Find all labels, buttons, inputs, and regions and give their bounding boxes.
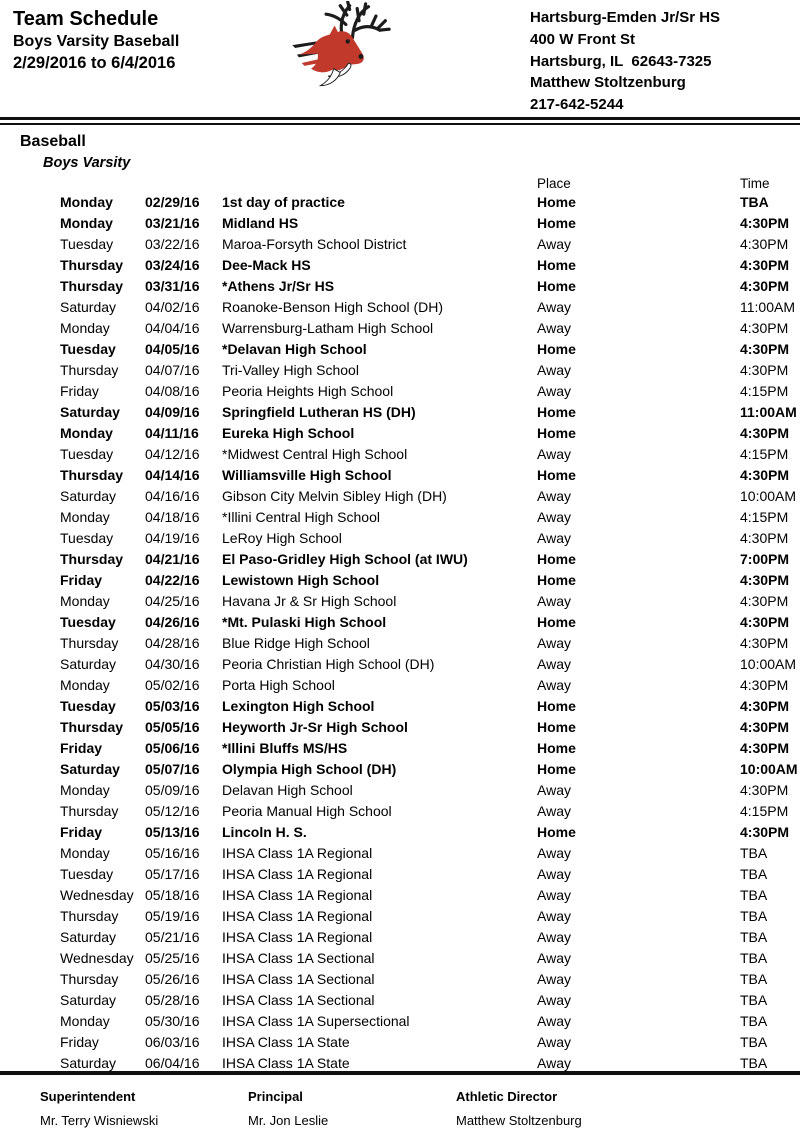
opp-cell: *Athens Jr/Sr HS	[222, 278, 335, 294]
schedule-row	[0, 381, 800, 402]
opp-cell: *Illini Central High School	[222, 509, 380, 525]
school-city: Hartsburg, IL 62643-7325	[530, 52, 712, 70]
day-cell: Thursday	[60, 278, 124, 294]
page-title: Team Schedule	[13, 8, 159, 30]
contact-phone: 217-642-5244	[530, 96, 624, 114]
place-cell: Away	[537, 992, 571, 1008]
day-cell: Wednesday	[60, 950, 134, 966]
schedule-row	[0, 675, 800, 696]
opp-cell: Lexington High School	[222, 698, 375, 714]
role-name: Matthew Stoltzenburg	[456, 1113, 582, 1128]
time-cell: 11:00AM	[740, 299, 795, 315]
opp-cell: LeRoy High School	[222, 530, 342, 546]
place-cell: Home	[537, 572, 576, 588]
opp-cell: IHSA Class 1A Regional	[222, 845, 373, 861]
time-cell: 4:15PM	[740, 803, 789, 819]
date-cell: 05/18/16	[145, 887, 200, 903]
time-cell: 4:30PM	[740, 341, 790, 357]
place-cell: Away	[537, 971, 571, 987]
schedule-row	[0, 885, 800, 906]
place-cell: Away	[537, 845, 571, 861]
place-cell: Away	[537, 866, 571, 882]
school-name: Hartsburg-Emden Jr/Sr HS	[530, 9, 721, 26]
date-cell: 04/21/16	[145, 551, 200, 567]
time-cell: TBA	[740, 887, 768, 903]
time-cell: 4:30PM	[740, 677, 789, 693]
date-cell: 05/02/16	[145, 677, 200, 693]
schedule-row	[0, 906, 800, 927]
place-cell: Home	[537, 215, 576, 231]
opp-cell: Havana Jr & Sr High School	[222, 593, 397, 609]
day-cell: Thursday	[60, 467, 124, 483]
date-cell: 06/04/16	[145, 1055, 200, 1071]
time-cell: 4:30PM	[740, 719, 790, 735]
opp-cell: Springfield Lutheran HS (DH)	[222, 404, 416, 420]
opp-cell: Heyworth Jr-Sr High School	[222, 719, 408, 735]
day-cell: Monday	[60, 1013, 110, 1029]
place-cell: Home	[537, 467, 576, 483]
time-cell: 4:30PM	[740, 698, 790, 714]
date-cell: 04/02/16	[145, 299, 200, 315]
day-cell: Tuesday	[60, 698, 116, 714]
schedule-row	[0, 528, 800, 549]
date-cell: 04/05/16	[145, 341, 200, 357]
time-cell: 11:00AM	[740, 404, 797, 420]
day-cell: Friday	[60, 740, 103, 756]
place-cell: Home	[537, 698, 576, 714]
day-cell: Friday	[60, 1034, 99, 1050]
header-divider	[0, 117, 800, 125]
date-cell: 05/06/16	[145, 740, 200, 756]
time-cell: 7:00PM	[740, 551, 790, 567]
day-cell: Monday	[60, 194, 113, 210]
time-cell: TBA	[740, 992, 768, 1008]
time-cell: TBA	[740, 1055, 768, 1071]
opp-cell: Lincoln H. S.	[222, 824, 307, 840]
day-cell: Thursday	[60, 803, 119, 819]
day-cell: Saturday	[60, 761, 120, 777]
opp-cell: *Midwest Central High School	[222, 446, 408, 462]
day-cell: Friday	[60, 572, 103, 588]
opp-cell: 1st day of practice	[222, 194, 345, 210]
day-cell: Thursday	[60, 257, 124, 273]
date-cell: 03/21/16	[145, 215, 200, 231]
schedule-row	[0, 759, 800, 780]
date-cell: 05/16/16	[145, 845, 200, 861]
time-cell: 4:30PM	[740, 572, 790, 588]
date-cell: 03/31/16	[145, 278, 200, 294]
day-cell: Monday	[60, 782, 110, 798]
school-street: 400 W Front St	[530, 30, 636, 48]
day-cell: Thursday	[60, 551, 124, 567]
time-cell: 4:30PM	[740, 425, 790, 441]
place-cell: Away	[537, 299, 571, 315]
role-title: Superintendent	[40, 1089, 136, 1104]
time-cell: 4:15PM	[740, 383, 789, 399]
time-cell: TBA	[740, 194, 769, 210]
role-title: Principal	[248, 1089, 303, 1104]
day-cell: Monday	[60, 509, 110, 525]
day-cell: Monday	[60, 215, 113, 231]
contact-name: Matthew Stoltzenburg	[530, 74, 686, 92]
schedule-row	[0, 339, 800, 360]
day-cell: Monday	[60, 593, 110, 609]
place-cell: Away	[537, 656, 571, 672]
day-cell: Tuesday	[60, 530, 114, 546]
opp-cell: IHSA Class 1A Sectional	[222, 992, 375, 1008]
footer-principal	[248, 1089, 328, 1128]
opp-cell: IHSA Class 1A Sectional	[222, 950, 375, 966]
time-cell: 4:30PM	[740, 320, 789, 336]
place-cell: Home	[537, 614, 576, 630]
day-cell: Tuesday	[60, 236, 114, 252]
table-header-row	[0, 176, 800, 192]
time-cell: TBA	[740, 908, 768, 924]
date-cell: 05/25/16	[145, 950, 200, 966]
schedule-row	[0, 360, 800, 381]
date-cell: 04/12/16	[145, 446, 200, 462]
place-cell: Home	[537, 194, 576, 210]
schedule-rows	[0, 192, 800, 1074]
place-cell: Home	[537, 341, 576, 357]
place-cell: Away	[537, 446, 571, 462]
schedule-row	[0, 738, 800, 759]
schedule-row	[0, 717, 800, 738]
opp-cell: Roanoke-Benson High School (DH)	[222, 299, 443, 315]
day-cell: Thursday	[60, 362, 119, 378]
opp-cell: Blue Ridge High School	[222, 635, 370, 651]
day-cell: Tuesday	[60, 341, 116, 357]
place-cell: Home	[537, 761, 576, 777]
schedule-row	[0, 297, 800, 318]
schedule-row	[0, 549, 800, 570]
team-subtitle: Boys Varsity Baseball	[13, 33, 180, 50]
day-cell: Tuesday	[60, 446, 114, 462]
schedule-row	[0, 402, 800, 423]
place-cell: Away	[537, 593, 571, 609]
opp-cell: *Mt. Pulaski High School	[222, 614, 387, 630]
place-cell: Away	[537, 908, 571, 924]
place-cell: Away	[537, 320, 571, 336]
opp-cell: IHSA Class 1A State	[222, 1034, 350, 1050]
time-cell: 4:30PM	[740, 530, 789, 546]
date-cell: 05/07/16	[145, 761, 200, 777]
place-cell: Away	[537, 950, 571, 966]
day-column-spacer	[60, 176, 145, 192]
date-cell: 05/03/16	[145, 698, 200, 714]
date-cell: 04/25/16	[145, 593, 200, 609]
opp-cell: Dee-Mack HS	[222, 257, 311, 273]
schedule-row	[0, 423, 800, 444]
place-cell: Away	[537, 488, 571, 504]
time-cell: TBA	[740, 950, 768, 966]
time-cell: TBA	[740, 845, 768, 861]
place-cell: Home	[537, 824, 576, 840]
schedule-row	[0, 969, 800, 990]
place-column-header: Place	[537, 176, 571, 191]
day-cell: Monday	[60, 320, 110, 336]
opp-cell: El Paso-Gridley High School (at IWU)	[222, 551, 468, 567]
date-cell: 04/30/16	[145, 656, 200, 672]
opp-cell: Peoria Heights High School	[222, 383, 394, 399]
opp-cell: Eureka High School	[222, 425, 355, 441]
role-name: Mr. Terry Wisniewski	[40, 1113, 159, 1128]
time-cell: 4:30PM	[740, 824, 790, 840]
time-cell: 10:00AM	[740, 488, 797, 504]
opp-cell: IHSA Class 1A Regional	[222, 866, 373, 882]
day-cell: Monday	[60, 845, 110, 861]
date-cell: 03/24/16	[145, 257, 200, 273]
day-cell: Friday	[60, 824, 103, 840]
time-cell: 4:30PM	[740, 467, 790, 483]
opp-cell: *Delavan High School	[222, 341, 367, 357]
date-cell: 06/03/16	[145, 1034, 200, 1050]
date-cell: 05/21/16	[145, 929, 200, 945]
opp-cell: IHSA Class 1A Supersectional	[222, 1013, 410, 1029]
time-cell: TBA	[740, 971, 768, 987]
day-cell: Thursday	[60, 971, 119, 987]
opp-cell: Gibson City Melvin Sibley High (DH)	[222, 488, 447, 504]
schedule-row	[0, 990, 800, 1011]
opp-cell: IHSA Class 1A Regional	[222, 929, 373, 945]
place-cell: Away	[537, 929, 571, 945]
date-cell: 04/08/16	[145, 383, 200, 399]
schedule-row	[0, 822, 800, 843]
day-cell: Saturday	[60, 929, 117, 945]
time-column-header: Time	[740, 176, 770, 191]
opp-cell: Peoria Manual High School	[222, 803, 392, 819]
time-cell: 4:30PM	[740, 782, 789, 798]
place-cell: Home	[537, 404, 576, 420]
schedule-row	[0, 843, 800, 864]
date-cell: 04/14/16	[145, 467, 200, 483]
place-cell: Away	[537, 677, 571, 693]
place-cell: Away	[537, 1034, 571, 1050]
opp-cell: Williamsville High School	[222, 467, 392, 483]
time-cell: 4:30PM	[740, 215, 790, 231]
time-cell: 4:15PM	[740, 446, 789, 462]
schedule-row	[0, 213, 800, 234]
opp-cell: Tri-Valley High School	[222, 362, 359, 378]
date-cell: 05/26/16	[145, 971, 200, 987]
date-cell: 04/19/16	[145, 530, 200, 546]
schedule-row	[0, 444, 800, 465]
day-cell: Thursday	[60, 635, 119, 651]
time-cell: TBA	[740, 1013, 768, 1029]
footer-divider	[0, 1071, 800, 1075]
time-cell: 4:30PM	[740, 740, 790, 756]
opp-cell: Porta High School	[222, 677, 335, 693]
opp-cell: *Illini Bluffs MS/HS	[222, 740, 348, 756]
day-cell: Saturday	[60, 488, 117, 504]
date-cell: 04/26/16	[145, 614, 200, 630]
schedule-row	[0, 276, 800, 297]
schedule-row	[0, 591, 800, 612]
schedule-row	[0, 234, 800, 255]
time-cell: 10:00AM	[740, 761, 798, 777]
time-cell: 4:30PM	[740, 236, 789, 252]
footer-athletic-director	[456, 1089, 582, 1128]
schedule-row	[0, 570, 800, 591]
schedule-row	[0, 192, 800, 213]
day-cell: Wednesday	[60, 887, 134, 903]
date-cell: 05/12/16	[145, 803, 200, 819]
time-cell: 10:00AM	[740, 656, 797, 672]
date-cell: 04/09/16	[145, 404, 200, 420]
date-cell: 04/07/16	[145, 362, 200, 378]
opp-cell: IHSA Class 1A Regional	[222, 908, 373, 924]
day-cell: Thursday	[60, 719, 124, 735]
schedule-row	[0, 1032, 800, 1053]
date-cell: 05/13/16	[145, 824, 200, 840]
date-cell: 04/16/16	[145, 488, 200, 504]
place-cell: Away	[537, 803, 571, 819]
place-cell: Away	[537, 509, 571, 525]
schedule-row	[0, 1011, 800, 1032]
opp-cell: Delavan High School	[222, 782, 353, 798]
place-cell: Home	[537, 257, 576, 273]
day-cell: Tuesday	[60, 866, 114, 882]
place-cell: Home	[537, 425, 576, 441]
schedule-row	[0, 696, 800, 717]
schedule-row	[0, 486, 800, 507]
time-cell: TBA	[740, 866, 768, 882]
date-cell: 04/11/16	[145, 425, 199, 441]
place-cell: Away	[537, 1013, 571, 1029]
schedule-row	[0, 465, 800, 486]
place-cell: Home	[537, 719, 576, 735]
date-cell: 05/28/16	[145, 992, 200, 1008]
place-cell: Home	[537, 551, 576, 567]
opp-cell: Olympia High School (DH)	[222, 761, 397, 777]
time-cell: 4:30PM	[740, 635, 789, 651]
place-cell: Away	[537, 530, 571, 546]
schedule-row	[0, 801, 800, 822]
opp-cell: Midland HS	[222, 215, 299, 231]
schedule-row	[0, 318, 800, 339]
time-cell: 4:15PM	[740, 509, 789, 525]
date-range: 2/29/2016 to 6/4/2016	[13, 54, 176, 72]
day-cell: Saturday	[60, 656, 117, 672]
date-cell: 05/05/16	[145, 719, 200, 735]
time-cell: 4:30PM	[740, 614, 790, 630]
place-cell: Away	[537, 1055, 571, 1071]
opp-cell: IHSA Class 1A State	[222, 1055, 350, 1071]
stag-head-logo-icon	[292, 1, 396, 95]
team-level: Boys Varsity	[43, 155, 131, 171]
opponent-column-spacer	[222, 176, 537, 192]
schedule-row	[0, 612, 800, 633]
day-cell: Saturday	[60, 1055, 117, 1071]
date-cell: 05/19/16	[145, 908, 200, 924]
schedule-row	[0, 507, 800, 528]
role-title: Athletic Director	[456, 1089, 558, 1104]
schedule-row	[0, 654, 800, 675]
footer-superintendent	[40, 1089, 158, 1128]
schedule-row	[0, 633, 800, 654]
day-cell: Thursday	[60, 908, 119, 924]
date-cell: 05/09/16	[145, 782, 200, 798]
schedule-row	[0, 864, 800, 885]
day-cell: Saturday	[60, 404, 120, 420]
date-cell: 03/22/16	[145, 236, 200, 252]
day-cell: Saturday	[60, 299, 117, 315]
opp-cell: Lewistown High School	[222, 572, 380, 588]
place-cell: Away	[537, 887, 571, 903]
time-cell: 4:30PM	[740, 278, 790, 294]
date-cell: 04/28/16	[145, 635, 200, 651]
school-info	[530, 7, 720, 116]
day-cell: Friday	[60, 383, 99, 399]
date-cell: 02/29/16	[145, 194, 200, 210]
time-cell: 4:30PM	[740, 593, 789, 609]
time-cell: TBA	[740, 1034, 768, 1050]
date-cell: 04/04/16	[145, 320, 200, 336]
opp-cell: IHSA Class 1A Sectional	[222, 971, 375, 987]
opp-cell: Peoria Christian High School (DH)	[222, 656, 435, 672]
place-cell: Away	[537, 782, 571, 798]
place-cell: Away	[537, 236, 571, 252]
place-cell: Away	[537, 383, 571, 399]
date-cell: 04/18/16	[145, 509, 200, 525]
date-cell: 05/17/16	[145, 866, 200, 882]
day-cell: Tuesday	[60, 614, 116, 630]
time-cell: 4:30PM	[740, 362, 789, 378]
day-cell: Monday	[60, 425, 113, 441]
date-cell: 05/30/16	[145, 1013, 200, 1029]
schedule-row	[0, 255, 800, 276]
day-cell: Monday	[60, 677, 110, 693]
schedule-row	[0, 948, 800, 969]
opp-cell: Maroa-Forsyth School District	[222, 236, 407, 252]
sport-title: Baseball	[20, 133, 86, 150]
schedule-row	[0, 780, 800, 801]
date-column-spacer	[145, 176, 222, 192]
opp-cell: IHSA Class 1A Regional	[222, 887, 373, 903]
place-cell: Away	[537, 362, 571, 378]
place-cell: Home	[537, 740, 576, 756]
day-cell: Saturday	[60, 992, 117, 1008]
opp-cell: Warrensburg-Latham High School	[222, 320, 434, 336]
schedule-row	[0, 927, 800, 948]
date-cell: 04/22/16	[145, 572, 200, 588]
place-cell: Home	[537, 278, 576, 294]
time-cell: TBA	[740, 929, 768, 945]
role-name: Mr. Jon Leslie	[248, 1113, 329, 1128]
time-cell: 4:30PM	[740, 257, 790, 273]
place-cell: Away	[537, 635, 571, 651]
